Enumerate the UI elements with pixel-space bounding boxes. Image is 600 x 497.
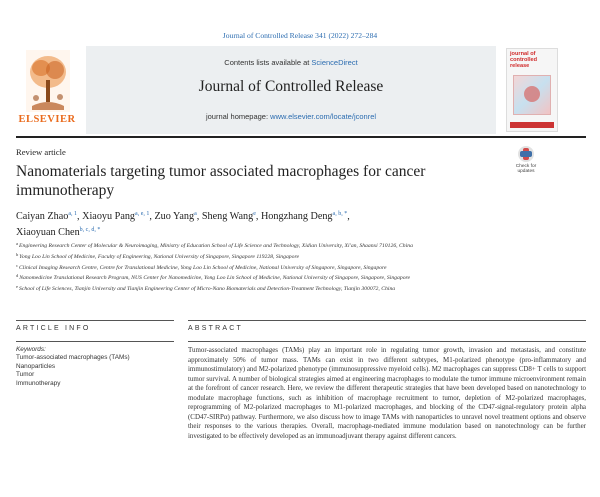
sciencedirect-link[interactable]: ScienceDirect (311, 58, 358, 67)
affiliation-item (16, 262, 576, 273)
affiliation-item (16, 272, 576, 283)
keyword-item: Nanoparticles (16, 362, 56, 370)
journal-cover-thumbnail[interactable] (506, 48, 558, 132)
affiliation-item (16, 240, 576, 251)
abstract-bottom-rule (188, 341, 586, 342)
journal-name: Journal of Controlled Release (198, 78, 384, 95)
affiliation-mark: d (16, 273, 19, 279)
keyword-item: Immunotherapy (16, 379, 61, 387)
abstract-heading: ABSTRACT (188, 325, 243, 332)
affiliation-list (16, 240, 576, 294)
affiliation-text: Nanomedicine Translational Research Program, NUS Center for Nanomedicine, Yong Loo Lin School of Medicine, National University of Singapore, Singapore, Singapore (19, 275, 411, 282)
author-marks[interactable]: a, e, 1 (135, 211, 150, 217)
affiliation-text: Clinical Imaging Research Centre, Centre for Translational Medicine, Yong Loo Lin School of Medicine, National University of Singapore, Singapore, Singapore (19, 264, 387, 271)
affiliation-text: School of Life Sciences, Tianjin University and Tianjin Engineering Center of Micro-Nano Biomaterials and Detection-Treatment Technology, Tianjin 300072, China (19, 286, 396, 293)
author-name[interactable]: Xiaoyu Pang (82, 211, 136, 222)
elsevier-wordmark: ELSEVIER (18, 114, 76, 125)
article-type: Review article (16, 147, 66, 157)
affiliation-text: Yong Loo Lin School of Medicine, Faculty of Engineering, National University of Singapore, Singapore 119228, Singapore (19, 253, 300, 260)
crossmark-icon (518, 146, 534, 162)
affiliation-mark: b (16, 251, 19, 257)
author-name[interactable]: Zuo Yang (154, 211, 195, 222)
affiliation-mark: c (16, 262, 18, 268)
elsevier-logo[interactable] (18, 50, 74, 130)
affiliation-item (16, 283, 576, 294)
journal-banner (86, 46, 496, 134)
affiliation-mark: e (16, 284, 18, 290)
abstract-top-rule (188, 320, 586, 321)
author-name[interactable]: Hongzhang Deng (260, 211, 333, 222)
author-marks[interactable]: a, b, * (332, 211, 348, 217)
affiliation-item (16, 251, 576, 262)
cover-image (513, 75, 551, 115)
author-name[interactable]: Xiaoyuan Chen (16, 226, 80, 238)
article-info-bottom-rule (16, 341, 174, 342)
check-for-updates-label: Check for updates (515, 164, 537, 175)
cover-footer-bar (510, 122, 554, 128)
check-for-updates-button[interactable] (508, 146, 544, 176)
homepage-line (86, 112, 496, 121)
author-marks[interactable]: a (194, 211, 197, 217)
keyword-item: Tumor-associated macrophages (TAMs) (16, 354, 130, 362)
keywords-label: Keywords: (16, 346, 46, 353)
keywords-block (16, 346, 174, 388)
abstract-text: Tumor-associated macrophages (TAMs) play an important role in regulating tumor growth, invasion and metastasis, and constitute approximately 50% of tumor mass. TAMs can exist in two different subtypes, M1-polarized phenotype (pro-inflammatory and immunostimulatory) and M2-polarized phenotype (immunosuppressive myeloid cells). M2 macrophages can suppress CD8+ T cells to support tumor survival. A number of biological strategies aimed at engineering macrophages to modulate the tumor immune microenvironment remain at the forefront of cancer research. Here, we review the different therapeutic strategies that have been developed based on nanotechnology to modulate macrophage functions, such as inhibition of macrophage recruitment to tumor, depletion of M2-polarized macrophages, reprogramming of M2-polarized macrophages to M1-polarized macrophages, and blocking of the CD47-signal-regulatory protein alpha (CD47-SIRPα) pathway. Furthermore, we also discuss how to image TAMs with nanoparticles to unravel novel treatment options and observe their responses to the various therapies. Overall, macrophage-mediated immune modulation based on nanotechnology can be further investigated to be effectively developed as an immunoadjuvant therapy against different cancers. (188, 346, 586, 440)
homepage-prefix: journal homepage: (205, 112, 271, 121)
header-divider (16, 136, 586, 138)
affiliation-mark: a (16, 241, 18, 246)
homepage-link[interactable]: www.elsevier.com/locate/jconrel (270, 112, 377, 121)
author-marks[interactable]: e (253, 211, 256, 217)
elsevier-tree-icon (26, 50, 70, 112)
author-name[interactable]: Sheng Wang (201, 211, 254, 222)
author-marks[interactable]: a, 1 (68, 211, 78, 217)
article-info-heading: ARTICLE INFO (16, 325, 91, 332)
article-info-top-rule (16, 320, 174, 321)
contents-line (86, 58, 496, 67)
author-marks[interactable]: b, c, d, * (79, 226, 101, 233)
journal-citation[interactable]: Journal of Controlled Release 341 (2022) 272–284 (222, 31, 378, 40)
journal-header (16, 46, 586, 134)
author-list: Caiyan Zhao$^{a, 1}$, Xiaoyu Pang$^{a, e, 1}$, Zuo Yang$^a$, Sheng Wang$^e$, Hongzhang Deng$^{a, b, *}$, Xiaoyuan Chen$^{b, c, d, *}$ (16, 211, 350, 238)
keyword-item: Tumor (16, 371, 35, 379)
affiliation-text: Engineering Research Center of Molecular & Neuroimaging, Ministry of Education School of Life Science and Technology, Xidian University, Xi'an, Shaanxi 710126, China (19, 243, 413, 249)
article-title: Nanomaterials targeting tumor associated macrophages for cancer immunotherapy (16, 163, 426, 199)
author-name[interactable]: Caiyan Zhao (16, 211, 69, 222)
cover-title: journal of controlled release (510, 51, 538, 69)
contents-prefix: Contents lists available at (224, 58, 312, 67)
